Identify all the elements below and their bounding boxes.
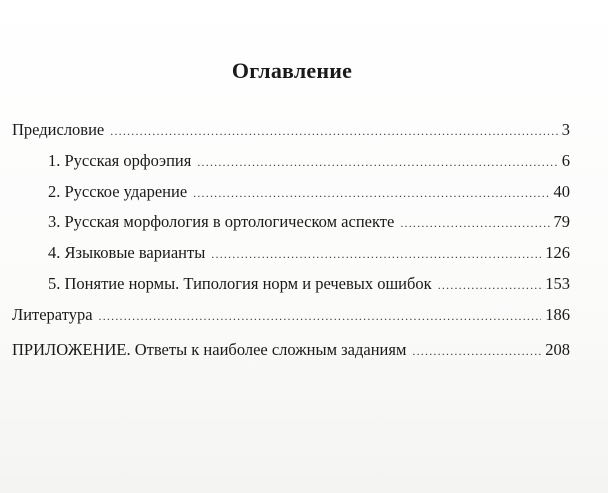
toc-entry-chapter-1 bbox=[48, 151, 570, 171]
toc-entry-label: 2. Русское ударение bbox=[48, 182, 188, 201]
toc-entry-chapter-5 bbox=[48, 274, 570, 294]
toc-entry-label: 4. Языковые варианты bbox=[48, 243, 206, 262]
toc-entry-chapter-2 bbox=[48, 182, 570, 202]
toc-entry-chapter-4 bbox=[48, 243, 570, 263]
toc-entry-page: 126 bbox=[545, 243, 570, 262]
toc-entry-page: 79 bbox=[553, 212, 570, 231]
dot-leader bbox=[211, 248, 541, 260]
toc-entry-preface bbox=[12, 120, 570, 140]
page-title: Оглавление bbox=[231, 58, 353, 83]
dot-leader bbox=[193, 187, 549, 199]
toc-entry-literature bbox=[12, 305, 570, 325]
toc-entry-page: 153 bbox=[545, 274, 570, 293]
toc-entry-label: 1. Русская орфоэпия bbox=[48, 151, 192, 170]
toc-entry-label: 3. Русская морфология в ортологическом аспекте bbox=[48, 212, 395, 231]
toc-entry-label: 5. Понятие нормы. Типология норм и речевых ошибок bbox=[48, 274, 432, 293]
toc-entry-label: ПРИЛОЖЕНИЕ. Ответы к наиболее сложным заданиям bbox=[12, 340, 407, 359]
toc-entry-label: Литература bbox=[12, 305, 93, 324]
toc-entry-page: 3 bbox=[561, 120, 570, 139]
toc-entry-page: 208 bbox=[545, 340, 570, 359]
dot-leader bbox=[197, 156, 557, 168]
toc-entry-label: Предисловие bbox=[12, 120, 105, 139]
dot-leader bbox=[99, 310, 542, 322]
dot-leader bbox=[400, 217, 549, 229]
toc-entry-page: 186 bbox=[545, 305, 570, 324]
toc-entry-chapter-3 bbox=[48, 212, 570, 232]
dot-leader bbox=[110, 125, 558, 137]
toc-entry-appendix bbox=[12, 340, 570, 360]
toc-entry-page: 40 bbox=[553, 182, 570, 201]
dot-leader bbox=[438, 279, 542, 291]
toc-entry-page: 6 bbox=[561, 151, 570, 170]
dot-leader bbox=[412, 345, 541, 357]
